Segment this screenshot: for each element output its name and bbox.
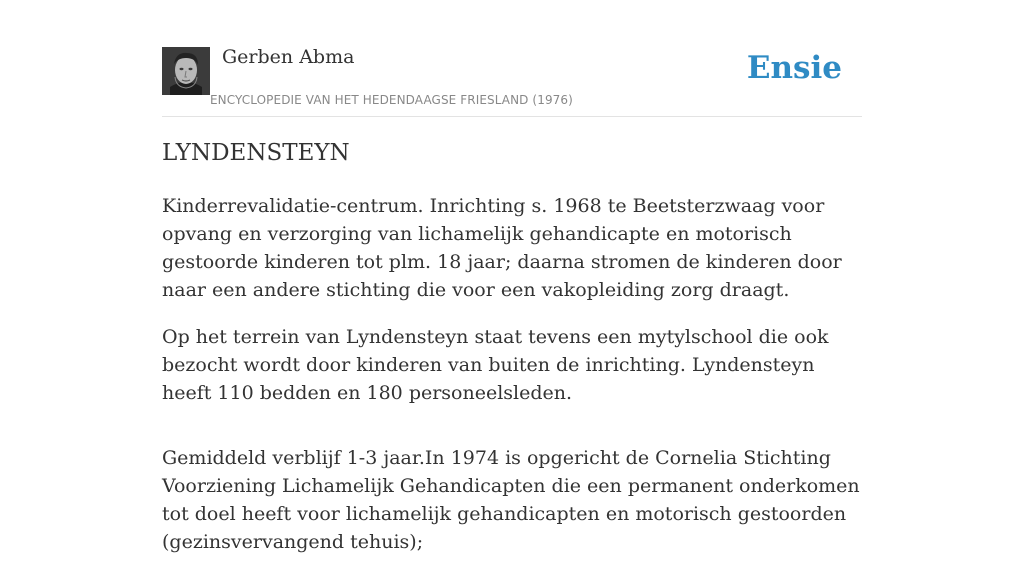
paragraph-2: Op het terrein van Lyndensteyn staat tevens een mytylschool die ook bezocht wordt door kinderen van buiten de inrichting. Lyndensteyn heeft 110 bedden en 180 personeelsleden. — [162, 326, 829, 404]
paragraph-1: Kinderrevalidatie-centrum. Inrichting s. 1968 te Beetsterzwaag voor opvang en verzorging van lichamelijk gehandicapte en motorisch gestoorde kinderen tot plm. 18 jaar; daarna stromen de kinderen door naar een andere stichting die voor een vakopleiding zorg draagt. — [162, 195, 842, 301]
source-label[interactable]: ENCYCLOPEDIE VAN HET HEDENDAAGSE FRIESLAND (1976) — [210, 93, 573, 107]
article-body — [162, 192, 864, 575]
paragraph-3: Gemiddeld verblijf 1-3 jaar.In 1974 is opgericht de Cornelia Stichting Voorziening Lichamelijk Gehandicapten die een permanent onderkomen tot doel heeft voor lichamelijk gehandicapten en motorisch gestoorden (gezinsvervangend tehuis); — [162, 447, 860, 553]
brand-logo[interactable]: Ensie — [746, 50, 842, 86]
author-avatar[interactable] — [162, 47, 210, 95]
page-title: LYNDENSTEYN — [162, 140, 350, 166]
article-header — [162, 46, 862, 117]
author-portrait-icon — [162, 47, 210, 95]
author-name[interactable]: Gerben Abma — [222, 46, 355, 68]
